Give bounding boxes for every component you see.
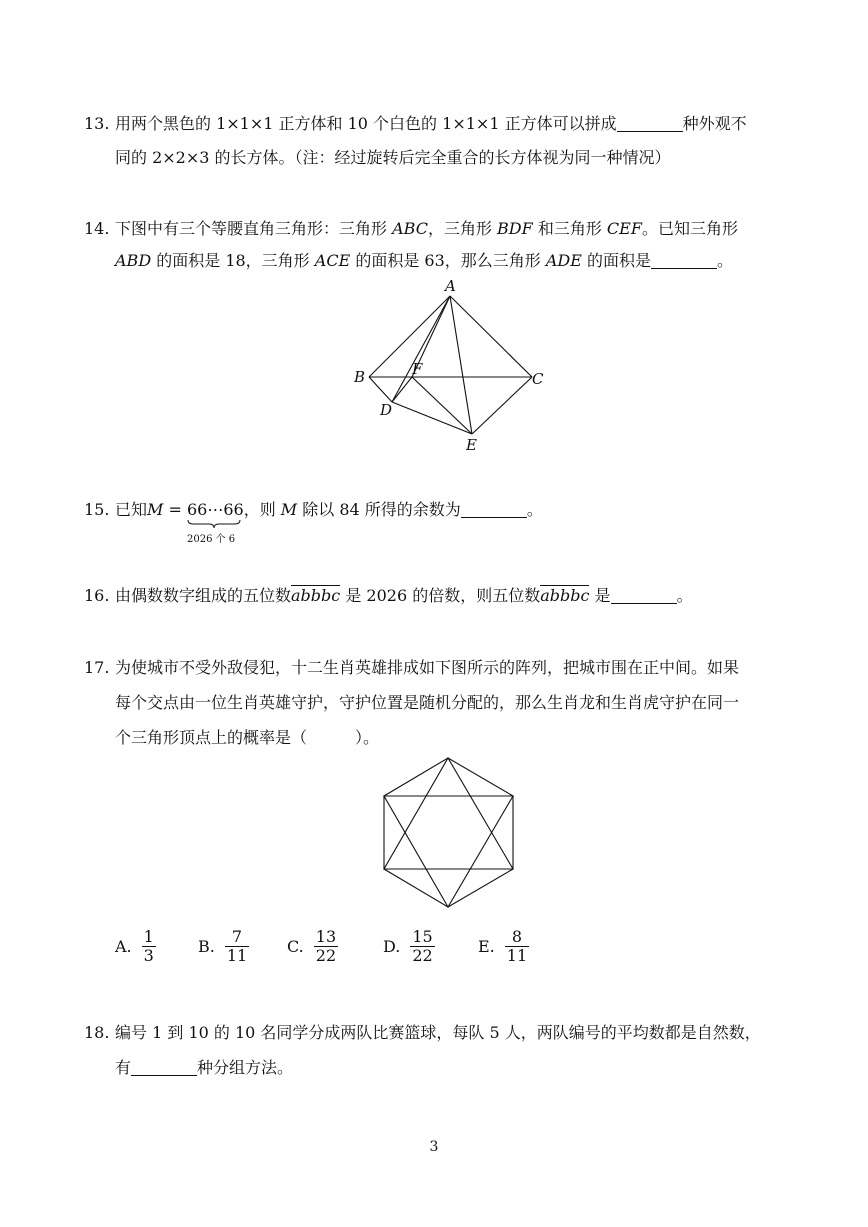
q14-text: 。	[717, 251, 734, 270]
question-18-number: 18.	[84, 1023, 110, 1042]
option-e[interactable]	[478, 928, 529, 965]
option-label: A.	[115, 937, 132, 956]
q14-text: 下图中有三个等腰直角三角形：三角形	[115, 219, 393, 238]
denominator: 3	[143, 946, 154, 965]
q14-text: 的面积是 18，三角形	[151, 251, 315, 270]
star-triangle-up	[384, 758, 513, 869]
triangle-ace: ACE	[314, 251, 351, 270]
triangle-bdf: BDF	[497, 219, 533, 238]
denominator: 22	[412, 946, 433, 965]
question-13-number: 13.	[84, 114, 110, 133]
option-label: D.	[383, 937, 401, 956]
numerator: 7	[225, 928, 249, 947]
fraction	[225, 928, 249, 965]
option-label: E.	[478, 937, 495, 956]
option-c[interactable]	[287, 928, 338, 965]
label-a: A	[445, 277, 456, 295]
q16-text: 。	[676, 586, 693, 605]
digits-66-66: 66⋯66	[186, 500, 244, 519]
triangle-cef: CEF	[606, 219, 642, 238]
option-b[interactable]	[198, 928, 249, 965]
q14-text: 和三角形	[532, 219, 607, 238]
equals-sign: =	[163, 500, 187, 519]
question-13-line-2: 同的 2×2×3 的长方体。（注：经过旋转后完全重合的长方体视为同一种情况）	[115, 148, 671, 167]
triangle-abd: ABD	[115, 251, 152, 270]
label-c: C	[532, 370, 544, 388]
question-15-number: 15.	[84, 500, 110, 519]
fraction	[410, 928, 434, 965]
option-a[interactable]	[115, 928, 156, 965]
denominator: 22	[315, 946, 337, 965]
q18-text: 种分组方法。	[197, 1058, 294, 1077]
q13-text: 用两个黑色的 1×1×1 正方体和 10 个白色的 1×1×1 正方体可以拼成	[115, 114, 617, 133]
option-label: C.	[287, 937, 304, 956]
label-b: B	[354, 368, 366, 386]
q14-text: 的面积是	[581, 251, 652, 270]
fraction	[505, 928, 529, 965]
q18-text: 有	[115, 1058, 132, 1077]
triangle-ade: ADE	[545, 251, 582, 270]
question-17-line-3: 个三角形顶点上的概率是（ ）。	[115, 728, 380, 747]
label-f: F	[412, 360, 423, 378]
q15-text: 已知	[115, 500, 148, 519]
question-18-line-2	[115, 1057, 293, 1079]
question-17-line-1: 为使城市不受外敌侵犯，十二生肖英雄排成如下图所示的阵列，把城市围在正中间。如果	[115, 658, 740, 677]
q16-text: 是	[589, 586, 611, 605]
q13-text: 种外观不	[682, 114, 747, 133]
q15-text: 。	[526, 500, 543, 519]
fraction	[314, 928, 338, 965]
underbrace-label: 2026 个 6	[186, 534, 236, 545]
variable-m: M	[280, 500, 298, 519]
label-e: E	[466, 436, 477, 454]
q16-text: 是 2026 的倍数，则五位数	[340, 586, 541, 605]
q16-text: 由偶数数字组成的五位数	[115, 586, 292, 605]
q15-text: 除以 84 所得的余数为	[297, 500, 461, 519]
denominator: 11	[226, 946, 248, 965]
numerator: 8	[505, 928, 529, 947]
question-17-number: 17.	[84, 658, 110, 677]
variable-m: M	[147, 500, 164, 519]
numerator: 1	[143, 927, 154, 946]
numerator: 13	[315, 927, 337, 946]
fraction	[142, 928, 156, 965]
triangle-abc: ABC	[392, 219, 428, 238]
numerator: 15	[412, 927, 433, 946]
question-18-line-1: 编号 1 到 10 的 10 名同学分成两队比赛篮球，每队 5 人，两队编号的平均数都是自然数，	[115, 1023, 761, 1042]
q14-text: 的面积是 63，那么三角形	[350, 251, 546, 270]
question-16-number: 16.	[84, 586, 110, 605]
option-label: B.	[198, 937, 215, 956]
q14-text: ，三角形	[427, 219, 498, 238]
page-number: 3	[429, 1139, 439, 1155]
label-d: D	[380, 401, 393, 419]
question-17-line-2: 每个交点由一位生肖英雄守护，守护位置是随机分配的，那么生肖龙和生肖虎守护在同一	[115, 693, 740, 712]
q14-text: 。已知三角形	[641, 219, 738, 238]
answer-blank-18[interactable]	[131, 1059, 197, 1076]
denominator: 11	[506, 946, 528, 965]
overlined-number-abbbc: abbbc	[540, 586, 590, 605]
option-d[interactable]	[383, 928, 435, 965]
outer-hexagon	[384, 758, 513, 907]
overlined-number-abbbc: abbbc	[291, 586, 341, 605]
question-14-number: 14.	[84, 219, 110, 238]
star-triangle-down	[384, 796, 513, 907]
q15-text: ，则	[243, 500, 281, 519]
